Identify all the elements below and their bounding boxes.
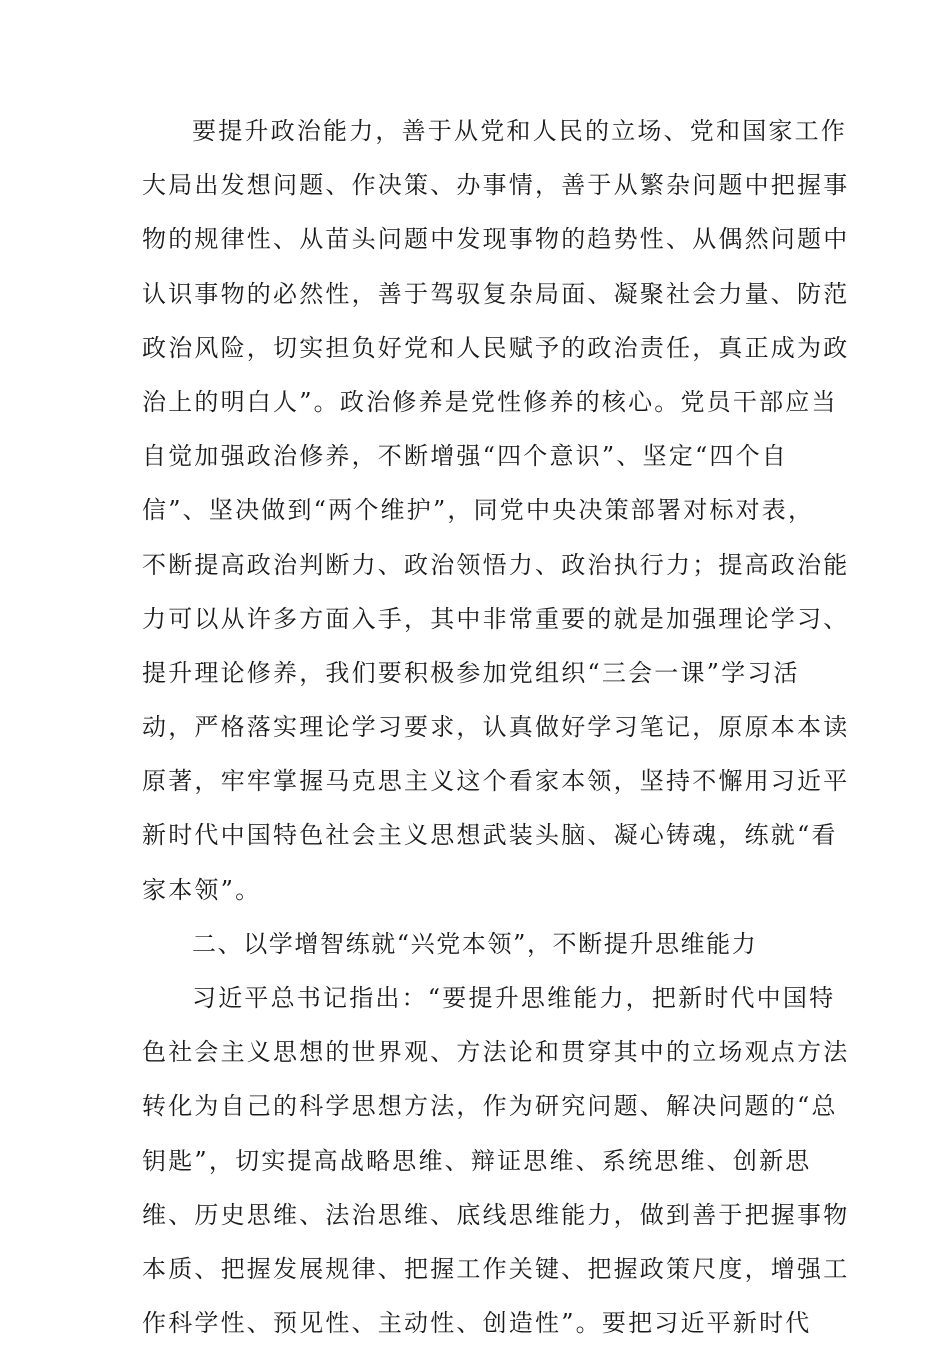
paragraph-line: 要提升政治能力，善于从党和人民的立场、党和国家工作 — [192, 117, 847, 145]
paragraph-line: 原著，牢牢掌握马克思主义这个看家本领，坚持不懈用习近平 — [142, 767, 850, 796]
paragraph-thinking-ability — [142, 971, 850, 1350]
paragraph-line: 政治风险，切实担负好党和人民赋予的政治责任，真正成为政 — [142, 333, 850, 362]
paragraph-line: 作科学性、预见性、主动性、创造性”。要把习近平新时代 — [142, 1309, 812, 1338]
paragraph-line: 钥匙”，切实提高战略思维、辩证思维、系统思维、创新思 — [142, 1146, 812, 1175]
paragraph-line: 色社会主义思想的世界观、方法论和贯穿其中的立场观点方法 — [142, 1038, 850, 1067]
paragraph-line: 新时代中国特色社会主义思想武装头脑、凝心铸魂，练就“看 — [142, 821, 838, 850]
paragraph-line: 习近平总书记指出：“要提升思维能力，把新时代中国特 — [192, 984, 836, 1012]
document-body — [142, 104, 850, 1350]
paragraph-line: 信”、坚决做到“两个维护”，同党中央决策部署对标对表， — [142, 496, 815, 525]
paragraph-line: 不断提高政治判断力、政治领悟力、政治执行力；提高政治能 — [142, 550, 850, 579]
paragraph-line: 力可以从许多方面入手，其中非常重要的就是加强理论学习、 — [142, 604, 850, 633]
paragraph-line: 治上的明白人”。政治修养是党性修养的核心。党员干部应当 — [142, 387, 838, 416]
paragraph-line: 大局出发想问题、作决策、办事情，善于从繁杂问题中把握事 — [142, 171, 850, 200]
paragraph-political-ability — [142, 104, 850, 917]
paragraph-line: 本质、把握发展规律、把握工作关键、把握政策尺度，增强工 — [142, 1254, 850, 1283]
paragraph-line: 维、历史思维、法治思维、底线思维能力，做到善于把握事物 — [142, 1200, 850, 1229]
paragraph-line: 家本领”。 — [142, 875, 262, 904]
paragraph-line: 转化为自己的科学思想方法，作为研究问题、解决问题的“总 — [142, 1092, 838, 1121]
paragraph-line: 认识事物的必然性，善于驾驭复杂局面、凝聚社会力量、防范 — [142, 279, 850, 308]
paragraph-line: 提升理论修养，我们要积极参加党组织“三会一课”学习活 — [142, 658, 800, 687]
paragraph-line: 自觉加强政治修养，不断增强“四个意识”、坚定“四个自 — [142, 442, 789, 471]
paragraph-line: 物的规律性、从苗头问题中发现事物的趋势性、从偶然问题中 — [142, 225, 850, 254]
paragraph-line: 动，严格落实理论学习要求，认真做好学习笔记，原原本本读 — [142, 713, 850, 742]
section-heading: 二、以学增智练就“兴党本领”，不断提升思维能力 — [192, 929, 758, 958]
